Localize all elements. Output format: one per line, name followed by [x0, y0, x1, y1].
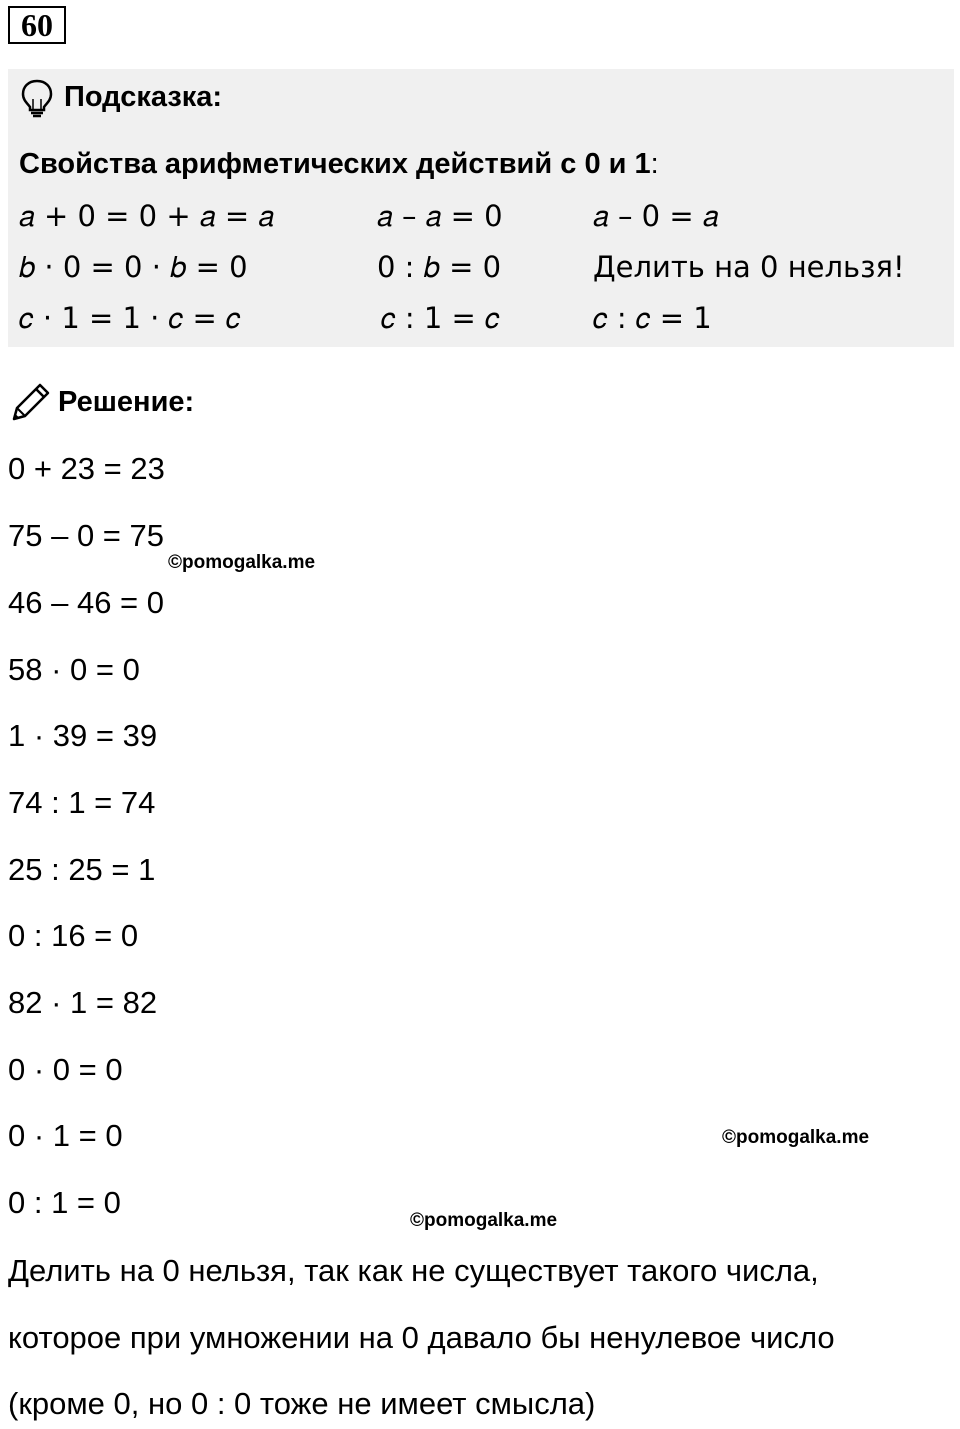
solution-title: Решение: — [58, 386, 195, 418]
solution-line: 58 · 0 = 0 — [8, 652, 140, 687]
hint-subtitle-suffix: : — [650, 148, 659, 180]
explanation-line: (кроме 0, но 0 : 0 тоже не имеет смысла) — [8, 1386, 596, 1421]
solution-line: 0 : 16 = 0 — [8, 918, 139, 953]
solution-line: 0 : 1 = 0 — [8, 1185, 121, 1220]
watermark: ©pomogalka.me — [410, 1210, 558, 1231]
solution-line: 0 · 0 = 0 — [8, 1052, 123, 1087]
solution-line: 0 + 23 = 23 — [8, 451, 165, 486]
explanation-line: Делить на 0 нельзя, так как не существует такого числа, — [8, 1253, 819, 1288]
formula-r1-c1: 𝑎 + 0 = 0 + 𝑎 = 𝑎 — [19, 199, 275, 233]
formula-r2-c3: Делить на 0 нельзя! — [593, 250, 905, 284]
formula-r1-c3: 𝑎 – 0 = 𝑎 — [593, 199, 719, 233]
solution-line: 25 : 25 = 1 — [8, 852, 156, 887]
formula-r3-c1: 𝑐 · 1 = 1 · 𝑐 = 𝑐 — [19, 301, 241, 335]
solution-line: 0 · 1 = 0 — [8, 1118, 123, 1153]
explanation-line: которое при умножении на 0 давало бы ненулевое число — [8, 1320, 835, 1355]
solution-line: 75 – 0 = 75 — [8, 518, 164, 553]
pencil-icon — [10, 381, 52, 423]
solution-line: 74 : 1 = 74 — [8, 785, 156, 820]
solution-line: 1 · 39 = 39 — [8, 718, 158, 753]
formula-r1-c2: 𝑎 – 𝑎 = 0 — [377, 199, 503, 233]
formula-r2-c2: 0 : 𝑏 = 0 — [377, 250, 502, 284]
lightbulb-icon — [20, 78, 54, 118]
watermark: ©pomogalka.me — [168, 552, 316, 573]
hint-title: Подсказка: — [64, 81, 223, 113]
solution-line: 82 · 1 = 82 — [8, 985, 158, 1020]
formula-r2-c1: 𝑏 · 0 = 0 · 𝑏 = 0 — [19, 250, 248, 284]
watermark: ©pomogalka.me — [722, 1127, 870, 1148]
hint-subtitle-bold: Свойства арифметических действий с 0 и 1 — [19, 148, 651, 180]
formula-r3-c3: 𝑐 : 𝑐 = 1 — [593, 301, 712, 335]
formula-r3-c2: 𝑐 : 1 = 𝑐 — [381, 301, 500, 335]
task-number: 60 — [8, 6, 66, 44]
hint-subtitle — [19, 148, 659, 181]
solution-line: 46 – 46 = 0 — [8, 585, 164, 620]
